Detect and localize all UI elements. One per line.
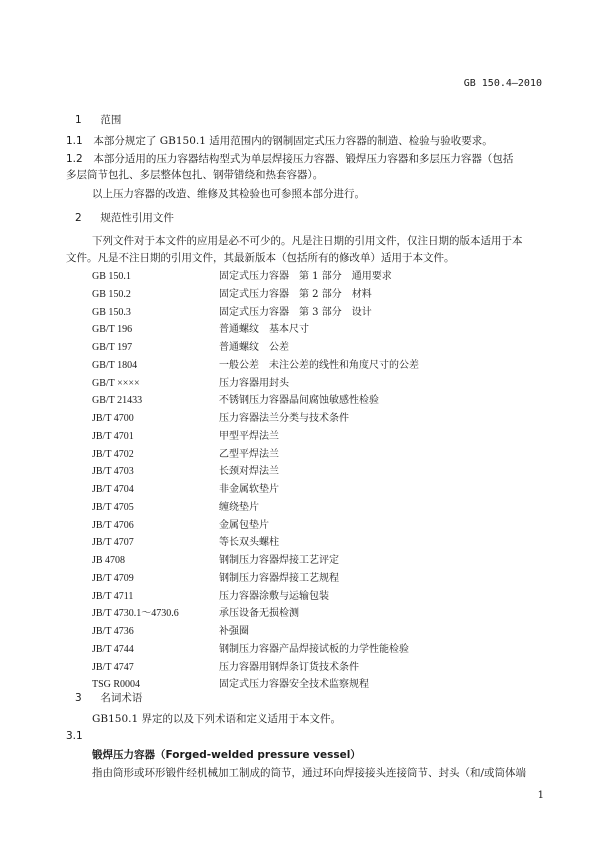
- reference-title: 等长双头螺柱: [219, 537, 279, 549]
- reference-title: 固定式压力容器 第 1 部分 通用要求: [219, 271, 392, 282]
- reference-code: GB 150.3: [92, 306, 131, 318]
- item-1-2: [66, 151, 513, 167]
- reference-title: 压力容器涂敷与运输包装: [219, 590, 329, 602]
- section-2-heading: [75, 210, 174, 225]
- section-1-title: 范围: [100, 114, 122, 126]
- reference-code: JB/T 4709: [92, 572, 134, 584]
- term-3-1-text: 指由筒形或环形锻件经机械加工制成的筒节，通过环向焊接接头连接筒节、封头（和/或筒体端: [92, 767, 527, 779]
- reference-code: JB/T 4744: [92, 643, 134, 655]
- reference-title: 钢制压力容器产品焊接试板的力学性能检验: [219, 643, 409, 655]
- reference-title: 钢制压力容器焊接工艺评定: [219, 555, 339, 566]
- reference-code: JB/T 4702: [92, 448, 134, 460]
- section-1-note: 以上压力容器的改造、维修及其检验也可参照本部分进行。: [92, 188, 365, 200]
- reference-title: 乙型平焊法兰: [219, 448, 279, 460]
- item-1-2-line1: 本部分适用的压力容器结构型式为单层焊接压力容器、锻焊压力容器和多层压力容器（包括: [93, 153, 514, 165]
- section-3-intro: GB150.1 界定的以及下列术语和定义适用于本文件。: [92, 713, 341, 725]
- section-3-title: 名词术语: [100, 692, 143, 704]
- section-1-number: 1: [75, 114, 82, 126]
- reference-code: GB 150.2: [92, 288, 131, 300]
- reference-code: GB/T 1804: [92, 359, 138, 371]
- section-2-intro-line2: 文件。凡是不注日期的引用文件，其最新版本（包括所有的修改单）适用于本文件。: [66, 252, 455, 264]
- reference-code: JB/T 4701: [92, 430, 134, 442]
- item-1-1-text: 本部分规定了 GB150.1 适用范围内的钢制固定式压力容器的制造、检验与验收要求。: [93, 135, 493, 147]
- reference-title: 固定式压力容器 第 2 部分 材料: [219, 288, 372, 300]
- reference-code: GB 150.1: [92, 271, 131, 282]
- reference-title: 压力容器用钢焊条订货技术条件: [219, 661, 359, 673]
- term-3-1-title: 锻焊压力容器（Forged-welded pressure vessel）: [92, 749, 361, 761]
- reference-title: 甲型平焊法兰: [219, 430, 279, 442]
- standard-id: GB 150.4—2010: [463, 78, 542, 89]
- reference-title: 普通螺纹 基本尺寸: [219, 324, 309, 336]
- section-2-number: 2: [75, 212, 82, 224]
- reference-title: 承压设备无损检测: [219, 608, 299, 620]
- reference-code: JB/T 4700: [92, 413, 134, 424]
- reference-code: JB/T 4711: [92, 590, 134, 602]
- reference-title: 压力容器法兰分类与技术条件: [219, 413, 349, 424]
- item-1-2-line2: 多层筒节包扎、多层整体包扎、钢带错绕和热套容器）。: [66, 169, 324, 181]
- item-1-2-number: 1.2: [66, 153, 83, 165]
- reference-title: 固定式压力容器安全技术监察规程: [219, 679, 369, 691]
- reference-code: JB/T 4707: [92, 537, 134, 549]
- reference-code: JB/T 4747: [92, 661, 134, 673]
- item-1-1: [66, 133, 493, 149]
- section-3-heading: [75, 690, 142, 705]
- reference-title: 普通螺纹 公差: [219, 342, 289, 353]
- term-3-1-number: 3.1: [66, 730, 83, 742]
- reference-code: JB/T 4703: [92, 466, 134, 478]
- reference-title: 固定式压力容器 第 3 部分 设计: [219, 306, 372, 318]
- reference-code: JB 4708: [92, 555, 126, 566]
- reference-title: 不锈钢压力容器晶间腐蚀敏感性检验: [219, 395, 379, 407]
- reference-title: 长颈对焊法兰: [219, 466, 279, 478]
- reference-title: 非金属软垫片: [219, 484, 279, 495]
- reference-title: 一般公差 未注公差的线性和角度尺寸的公差: [219, 359, 419, 371]
- section-2-intro-line1: 下列文件对于本文件的应用是必不可少的。凡是注日期的引用文件，仅注日期的版本适用于本: [92, 235, 523, 247]
- reference-code: JB/T 4705: [92, 501, 134, 513]
- reference-code: JB/T 4736: [92, 626, 134, 637]
- reference-code: TSG R0004: [92, 679, 141, 691]
- reference-code: JB/T 4706: [92, 519, 134, 531]
- item-1-1-number: 1.1: [66, 135, 83, 147]
- reference-code: JB/T 4730.1～4730.6: [92, 608, 179, 620]
- reference-title: 钢制压力容器焊接工艺规程: [219, 572, 339, 584]
- section-1-heading: [75, 112, 121, 127]
- reference-title: 缠绕垫片: [219, 501, 259, 513]
- section-3-number: 3: [75, 692, 82, 704]
- reference-code: GB/T ××××: [92, 377, 140, 389]
- reference-title: 金属包垫片: [219, 519, 269, 531]
- section-2-title: 规范性引用文件: [100, 212, 174, 224]
- reference-code: GB/T 196: [92, 324, 133, 336]
- reference-title: 补强圈: [219, 626, 249, 637]
- reference-title: 压力容器用封头: [219, 377, 289, 389]
- reference-code: GB/T 197: [92, 342, 133, 353]
- reference-code: GB/T 21433: [92, 395, 143, 407]
- page-number: 1: [537, 790, 544, 801]
- reference-code: JB/T 4704: [92, 484, 134, 495]
